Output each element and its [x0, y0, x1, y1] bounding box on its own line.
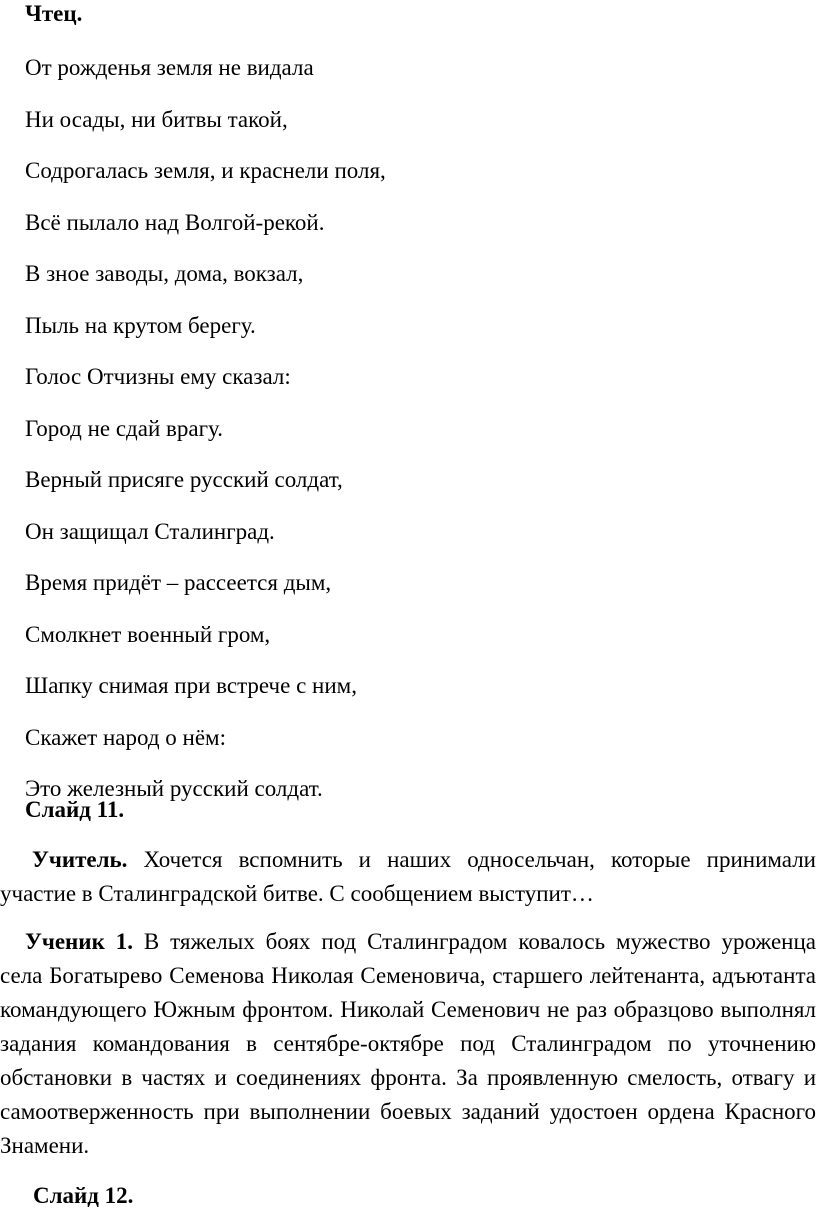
teacher-text: Хочется вспомнить и наших односельчан, которые принимали участие в Сталинградской битве. С сообщением выступит… [0, 847, 816, 906]
poem-line: Голос Отчизны ему сказал: [25, 364, 291, 389]
teacher-speaker: Учитель. [32, 847, 128, 872]
poem-line: Ни осады, ни битвы такой, [25, 106, 288, 132]
poem-line: В зное заводы, дома, вокзал, [25, 261, 304, 286]
poem-line: Он защищал Сталинград. [25, 518, 275, 544]
poem-line: Содрогалась земля, и краснели поля, [25, 158, 386, 183]
poem-line: Шапку снимая при встрече с ним, [25, 673, 357, 698]
poem-line: Смолкнет военный гром, [25, 621, 271, 647]
poem-line: Верный присяге русский солдат, [25, 467, 343, 492]
student-speaker: Ученик 1. [25, 929, 133, 954]
student-text: В тяжелых боях под Сталинградом ковалось мужество уроженца села Богатырево Семенова Николая Семеновича, старшего лейтенанта, адъютанта командующего Южным фронтом. Николай Семенович не раз образцово выполнял задания командования в сентябре-октябре под Сталинградом по уточнению обстановки в частях и соединениях фронта. За проявленную смелость, отвагу и самоотверженность при выполнении боевых заданий удостоен ордена Красного Знамени. [0, 929, 816, 1158]
slide-12-heading: Слайд 12. [33, 1183, 134, 1208]
poem-line: Всё пылало над Волгой-рекой. [25, 209, 325, 235]
slide-11-heading: Слайд 11. [25, 797, 125, 822]
poem-line: Город не сдай врагу. [25, 415, 223, 441]
poem-line: Время придёт – рассеется дым, [25, 570, 332, 595]
teacher-paragraph [0, 843, 816, 911]
poem-line: Пыль на крутом берегу. [25, 312, 256, 338]
reader-heading: Чтец. [25, 1, 83, 26]
poem-line: Скажет народ о нём: [25, 724, 226, 750]
poem-line: Это железный русский солдат. [25, 776, 323, 801]
poem [25, 50, 386, 823]
student-paragraph [0, 925, 816, 1163]
poem-line: От рожденья земля не видала [25, 55, 314, 80]
